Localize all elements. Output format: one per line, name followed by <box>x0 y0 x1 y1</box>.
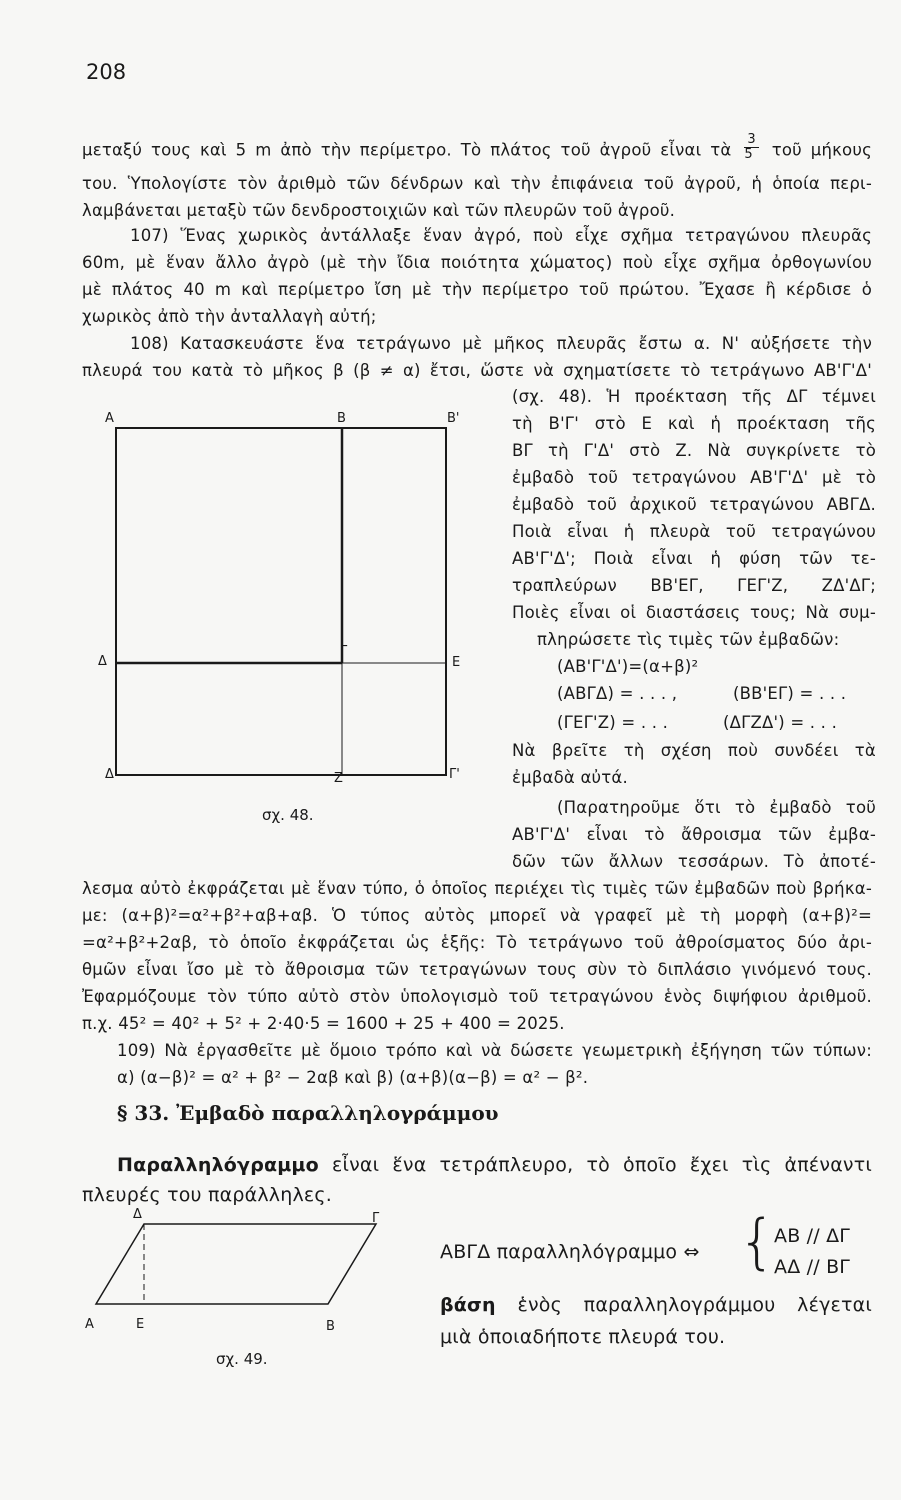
fraction-numerator: 3 <box>744 133 758 148</box>
label-49-A: Α <box>85 1317 94 1332</box>
figure-48-caption: σχ. 48. <box>262 806 314 824</box>
ex108-right-13: (Παρατηροῦμε ὅτι τὸ ἐμβαδὸ τοῦ <box>557 798 876 817</box>
label-B: Β <box>337 411 346 426</box>
ex108-right-10: πληρώσετε τὶς τιμὲς τῶν ἐμβαδῶν: <box>537 630 840 649</box>
ex108-right-2: τὴ Β'Γ' στὸ Ε καὶ ἡ προέκταση τῆς <box>512 414 876 433</box>
rule-condition-2: ΑΔ // ΒΓ <box>774 1256 851 1278</box>
label-G1: Γ' <box>449 767 460 782</box>
base-definition-line-2: μιὰ ὁποιαδήποτε πλευρά του. <box>440 1326 726 1348</box>
label-B1: Β' <box>447 411 460 426</box>
ex108-line-2: πλευρά του κατὰ τὸ μῆκος β (β ≠ α) ἔτσι, ὥστε νὰ σχηματίσετε τὸ τετράγωνο ΑΒ'Γ'Δ' <box>82 361 872 380</box>
ex107-line-2: 60m, μὲ ἕναν ἄλλο ἀγρὸ (μὲ τὴν ἴδια ποιότητα χώματος) ποὺ εἶχε σχῆμα ὀρθογωνίου <box>82 253 872 272</box>
intro-line-2: του. Ὑπολογίστε τὸν ἀριθμὸ τῶν δένδρων καὶ τὴν ἐπιφάνεια τοῦ ἀγροῦ, ἡ ὁποία περι- <box>82 174 872 193</box>
intro-line-1-a: μεταξύ τους καὶ 5 m ἀπὸ τὴν περίμετρο. Τὸ πλάτος τοῦ ἀγροῦ εἶναι τὰ <box>82 140 732 160</box>
figure-48 <box>100 410 500 790</box>
definition-line-2: πλευρές του παράλληλες. <box>82 1184 332 1206</box>
label-A: Α <box>105 411 114 426</box>
label-49-D: Δ <box>133 1207 142 1222</box>
ex108-right-12: ἐμβαδὰ αὐτά. <box>512 768 628 787</box>
label-49-G: Γ <box>372 1211 380 1226</box>
ex108-line-8: π.χ. 45² = 40² + 5² + 2·40·5 = 1600 + 25 + 400 = 2025. <box>82 1014 565 1033</box>
ex108-line-7: Ἐφαρμόζουμε τὸν τύπο αὐτὸ στὸν ὑπολογισμὸ τοῦ τετραγώνου ἑνὸς διψήφιου ἀριθμοῦ. <box>82 987 872 1006</box>
ex107-line-4: χωρικὸς ἀπὸ τὴν ἀνταλλαγὴ αὐτή; <box>82 307 377 326</box>
formula-1: (ΑΒ'Γ'Δ')=(α+β)² <box>557 657 699 676</box>
ex108-line-1: 108) Κατασκευάστε ἕνα τετράγωνο μὲ μῆκος πλευρᾶς ἔστω α. Ν' αὐξήσετε τὴν <box>130 334 872 353</box>
definition-line-1 <box>117 1156 872 1175</box>
ex108-line-6: θμῶν εἶναι ἴσο μὲ τὸ ἄθροισμα τῶν τετραγώνων τους σὺν τὸ διπλάσιο γινόμενό τους. <box>82 960 872 979</box>
ex108-right-11: Νὰ βρεῖτε τὴ σχέση ποὺ συνδέει τὰ <box>512 741 876 760</box>
section-title: § 33. Ἐμβαδὸ παραλληλογράμμου <box>117 1101 499 1125</box>
ex108-right-1: (σχ. 48). Ἡ προέκταση τῆς ΔΓ τέμνει <box>512 387 876 406</box>
ex109-line-1: 109) Νὰ ἐργασθεῖτε μὲ ὅμοιο τρόπο καὶ νὰ δώσετε γεωμετρικὴ ἐξήγηση τῶν τύπων: <box>117 1041 872 1060</box>
formula-2b: (ΒΒ'ΕΓ) = . . . <box>733 684 847 703</box>
label-D: Δ <box>98 654 107 669</box>
label-49-E: Ε <box>136 1317 145 1332</box>
ex109-line-2: α) (α−β)² = α² + β² − 2αβ καὶ β) (α+β)(α−β) = α² − β². <box>117 1068 589 1087</box>
fraction-denominator: 5 <box>744 146 753 162</box>
base-definition-line-1 <box>440 1296 872 1315</box>
parallelogram-abgd <box>96 1224 376 1304</box>
ex108-right-9: Ποιὲς εἶναι οἱ διαστάσεις τους; Νὰ συμ- <box>512 603 876 622</box>
figure-49 <box>90 1212 390 1312</box>
rule-lhs: ΑΒΓΔ παραλληλόγραμμο ⇔ <box>440 1241 700 1263</box>
brace-icon: { <box>738 1207 777 1277</box>
intro-line-3: λαμβάνεται μεταξὺ τῶν δενδροστοιχιῶν καὶ τῶν πλευρῶν τοῦ ἀγροῦ. <box>82 201 676 220</box>
ex108-right-7: ΑΒ'Γ'Δ'; Ποιὰ εἶναι ἡ φύση τῶν τε- <box>512 549 876 568</box>
label-D1: Δ' <box>105 767 118 782</box>
ex108-right-4: ἐμβαδὸ τοῦ τετραγώνου ΑΒ'Γ'Δ' μὲ τὸ <box>512 468 876 487</box>
fraction-three-fifths <box>744 133 758 161</box>
formula-2a: (ΑΒΓΔ) = . . . , <box>557 684 678 703</box>
label-E: Ε <box>452 655 461 670</box>
definition-term: Παραλληλόγραμμο <box>117 1154 319 1176</box>
formula-3b: (ΔΓΖΔ') = . . . <box>723 713 838 732</box>
ex108-right-5: ἐμβαδὸ τοῦ ἀρχικοῦ τετραγώνου ΑΒΓΔ. <box>512 495 876 514</box>
ex107-line-1: 107) Ἕνας χωρικὸς ἀντάλλαξε ἕναν ἀγρό, ποὺ εἶχε σχῆμα τετραγώνου πλευρᾶς <box>130 226 872 245</box>
label-49-B: Β <box>326 1319 335 1334</box>
ex108-line-5: =α²+β²+2αβ, τὸ ὁποῖο ἐκφράζεται ὡς ἑξῆς: Τὸ τετράγωνο τοῦ ἀθροίσματος δύο ἀρι- <box>82 933 872 952</box>
ex108-right-6: Ποιὰ εἶναι ἡ πλευρὰ τοῦ τετραγώνου <box>512 522 876 541</box>
ex107-line-3: μὲ πλάτος 40 m καὶ περίμετρο ἴση μὲ τὴν περίμετρο τοῦ πρώτου. Ἔχασε ἢ κέρδισε ὁ <box>82 280 872 299</box>
ex108-right-8: τραπλεύρων ΒΒ'ΕΓ, ΓΕΓ'Ζ, ΖΔ'ΔΓ; <box>512 576 876 595</box>
page-number: 208 <box>86 60 127 84</box>
ex108-right-14: ΑΒ'Γ'Δ' εἶναι τὸ ἄθροισμα τῶν ἐμβα- <box>512 825 876 844</box>
square-ab1g1d1 <box>116 428 446 775</box>
rule-condition-1: ΑΒ // ΔΓ <box>774 1225 851 1247</box>
base-rest: ἑνὸς παραλληλογράμμου λέγεται <box>517 1294 872 1316</box>
formula-3a: (ΓΕΓ'Ζ) = . . . <box>557 713 669 732</box>
ex108-line-4: με: (α+β)²=α²+β²+αβ+αβ. Ὁ τύπος αὐτὸς μπορεῖ νὰ γραφεῖ μὲ τὴ μορφὴ (α+β)²= <box>82 906 872 925</box>
intro-line-1 <box>82 132 872 165</box>
label-Z: Ζ <box>334 771 343 786</box>
figure-49-caption: σχ. 49. <box>216 1350 268 1368</box>
definition-rest: εἶναι ἕνα τετράπλευρο, τὸ ὁποῖο ἔχει τὶς ἀπέναντι <box>332 1154 872 1176</box>
ex108-right-3: ΒΓ τὴ Γ'Δ' στὸ Ζ. Νὰ συγκρίνετε τὸ <box>512 441 876 460</box>
ex108-right-15: δῶν τῶν ἄλλων τεσσάρων. Τὸ ἀποτέ- <box>512 852 876 871</box>
label-G: Γ <box>340 644 348 659</box>
ex108-line-3: λεσμα αὐτὸ ἐκφράζεται μὲ ἕναν τύπο, ὁ ὁποῖος περιέχει τὶς τιμὲς τῶν ἐμβαδῶν ποὺ βρήκα- <box>82 879 872 898</box>
intro-line-1-b: τοῦ μήκους <box>771 140 872 160</box>
base-term: βάση <box>440 1294 496 1316</box>
